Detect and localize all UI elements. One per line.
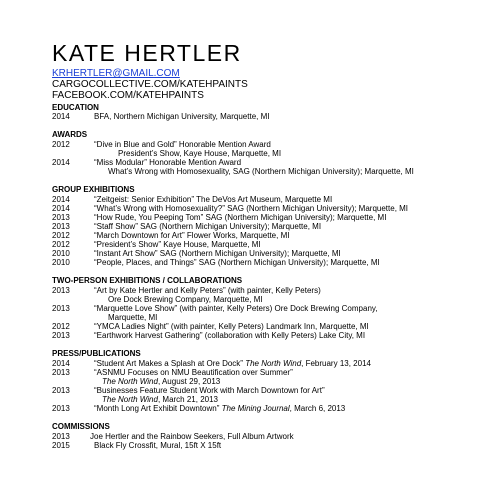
award-detail: What’s Wrong with Homosexuality, SAG (Northern Michigan University); Marquette, MI (108, 167, 414, 176)
row-text: Black Fly Crossfit, Mural, 15ft X 15ft (94, 441, 222, 450)
row-year: 2014 (52, 204, 70, 213)
row-year: 2013 (52, 304, 70, 313)
row-year: 2010 (52, 258, 70, 267)
section-group-title: GROUP EXHIBITIONS (52, 185, 135, 194)
row-text: “Art by Kate Hertler and Kelly Peters” (with painter, Kelly Peters) (94, 286, 321, 295)
row-text: “Dive in Blue and Gold” Honorable Mention Award (94, 140, 271, 149)
collab-detail: Marquette, MI (108, 313, 158, 322)
publication-name: The North Wind (245, 359, 302, 368)
award-detail: President’s Show, Kaye House, Marquette, MI (118, 149, 282, 158)
facebook-url: FACEBOOK.COM/KATEHPAINTS (52, 90, 204, 101)
row-year: 2014 (52, 195, 70, 204)
section-two-person-title: TWO-PERSON EXHIBITIONS / COLLABORATIONS (52, 276, 243, 285)
row-text: “How Rude, You Peeping Tom” SAG (Northern Michigan University); Marquette, MI (94, 213, 387, 222)
email-link[interactable]: KRHERTLER@GMAIL.COM (52, 68, 180, 79)
article-date: , March 6, 2013 (289, 404, 346, 413)
row-text: “March Downtown for Art” Flower Works, Marquette, MI (94, 231, 290, 240)
article-date: , February 13, 2014 (301, 359, 371, 368)
row-text: “Staff Show” SAG (Northern Michigan University); Marquette, MI (94, 222, 322, 231)
row-year: 2014 (52, 112, 70, 121)
row-year: 2014 (52, 359, 70, 368)
row-year: 2012 (52, 140, 70, 149)
row-text: “ASNMU Focuses on NMU Beautification over Summer” (94, 368, 293, 377)
publication-name: The Mining Journal (221, 404, 290, 413)
publication-name: The North Wind (102, 377, 158, 386)
row-text (94, 404, 345, 414)
row-year: 2014 (52, 158, 70, 167)
row-text: “YMCA Ladies Night” (with painter, Kelly Peters) Landmark Inn, Marquette, MI (94, 322, 369, 331)
row-year: 2013 (52, 404, 70, 413)
row-year: 2013 (52, 222, 70, 231)
row-year: 2010 (52, 249, 70, 258)
article-date: , August 29, 2013 (157, 377, 221, 386)
row-text: “President’s Show” Kaye House, Marquette, MI (94, 240, 261, 249)
row-text: “Instant Art Show” SAG (Northern Michigan University); Marquette, MI (94, 249, 341, 258)
row-text: “What’s Wrong with Homosexuality?” SAG (Northern Michigan University); Marquette, MI (94, 204, 409, 213)
article-title: “Student Art Makes a Splash at Ore Dock” (94, 359, 246, 368)
row-text: Joe Hertler and the Rainbow Seekers, Full Album Artwork (90, 432, 294, 441)
row-text: “Businesses Feature Student Work with March Downtown for Art” (94, 386, 325, 395)
article-date: , March 21, 2013 (157, 395, 218, 404)
row-text: “People, Places, and Things” SAG (Northern Michigan University); Marquette, MI (94, 258, 380, 267)
row-year: 2012 (52, 231, 70, 240)
publication-name: The North Wind (102, 395, 158, 404)
row-text: BFA, Northern Michigan University, Marquette, MI (94, 112, 270, 121)
row-year: 2013 (52, 432, 70, 441)
row-year: 2013 (52, 368, 70, 377)
resume-name: KATE HERTLER (52, 40, 242, 66)
section-awards-title: AWARDS (52, 130, 88, 139)
row-text: “Earthwork Harvest Gathering” (collaboration with Kelly Peters) Lake City, MI (94, 331, 366, 340)
row-text: “Marquette Love Show” (with painter, Kelly Peters) Ore Dock Brewing Company, (94, 304, 378, 313)
row-year: 2013 (52, 286, 70, 295)
row-year: 2012 (52, 322, 70, 331)
section-press-title: PRESS/PUBLICATIONS (52, 349, 141, 358)
row-year: 2012 (52, 240, 70, 249)
section-commissions-title: COMMISSIONS (52, 422, 110, 431)
cargo-url: CARGOCOLLECTIVE.COM/KATEHPAINTS (52, 79, 248, 90)
row-year: 2013 (52, 386, 70, 395)
row-year: 2013 (52, 213, 70, 222)
row-text: “Zeitgeist: Senior Exhibition” The DeVos Art Museum, Marquette MI (94, 195, 333, 204)
row-year: 2015 (52, 441, 70, 450)
article-title: “Month Long Art Exhibit Downtown” (94, 404, 222, 413)
row-text: “Miss Modular” Honorable Mention Award (94, 158, 242, 167)
section-education-title: EDUCATION (52, 103, 99, 112)
row-year: 2013 (52, 331, 70, 340)
collab-detail: Ore Dock Brewing Company, Marquette, MI (108, 295, 263, 304)
